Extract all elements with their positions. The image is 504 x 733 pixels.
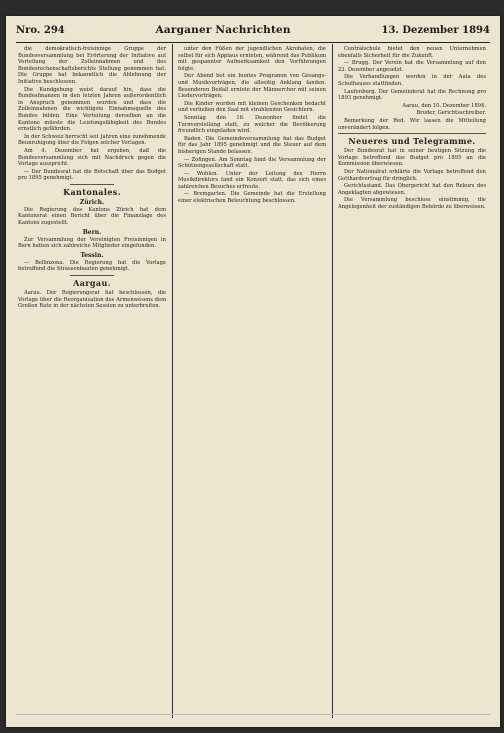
paragraph: Die Versammlung beschloss einstimmig, die Angelegenheit der zuständigen Behörde zu überweisen. — [338, 197, 486, 210]
paragraph: Am 4. Dezember hat ergeben, daß die Bundesversammlung sich mit Nachdruck gegen die Vorlage ausspricht. — [18, 147, 166, 168]
paragraph: — Zofingen. Am Sonntag fand die Versammlung der Schützengesellschaft statt. — [178, 156, 326, 170]
paragraph: Der Nationalrat erklärte die Vorlage betreffend den Gotthardvertrag für dringlich. — [338, 168, 486, 182]
paragraph: Baden. Die Gemeindeversammlung hat das Budget für das Jahr 1895 genehmigt und die Steuer auf dem bisherigen Stande belassen. — [178, 135, 326, 155]
paragraph: Zur Versammlung der Vereinigten Freisinnigen in Bern hatten sich zahlreiche Mitglieder eingefunden. — [18, 236, 166, 250]
newspaper-page — [6, 16, 500, 727]
editor-note: Bemerkung der Red. Wir lassen die Mitteilung unverändert folgen. — [338, 117, 486, 131]
paragraph: — Wohlen. Unter der Leitung des Herrn Musikdirektors fand ein Konzert statt, das sich eines zahlreichen Besuches erfreute. — [178, 170, 326, 190]
paragraph: In der Schweiz herrscht seit Jahren eine zunehmende Beunruhigung über die Folgen solcher Vorlagen. — [18, 133, 166, 147]
paragraph: Die Regierung des Kantons Zürich hat dem Kantonsrat einen Bericht über die Finanzlage des Kantons zugestellt. — [18, 206, 166, 227]
footer-rule — [16, 714, 490, 715]
section-divider — [338, 133, 486, 134]
signature: Bruder, Gerichtsschreiber. — [416, 110, 486, 117]
section-heading: Neueres und Telegramme. — [348, 136, 476, 147]
paragraph: Die Kinder wurden mit kleinen Geschenken bedacht und verließen den Saal mit strahlenden Gesichtern. — [178, 100, 326, 114]
paragraph: die demokratisch-freisinnige Gruppe der Bundesversammlung bei Erörterung der Initiative auf Verteilung der Zolleinnahmen und des Bundesrechenschaftsberichts Stellung genommen hat. Die Gruppe hat bekanntlich die Ablehnung der Initiative beschlossen. — [18, 46, 166, 85]
page-number: Nro. 294 — [16, 25, 65, 36]
column-left — [18, 46, 166, 720]
column-divider — [172, 44, 173, 718]
paragraph: Aarau. Der Regierungsrat hat beschlossen, die Vorlage über die Reorganisation des Armenwesens dem Großen Rate in der nächsten Session zu unterbreiten. — [18, 290, 166, 310]
paragraph: Der Bundesrat hat in seiner heutigen Sitzung die Vorlage betreffend das Budget pro 1895 an die Kommission überwiesen. — [338, 148, 486, 168]
issue-date: 13. Dezember 1894 — [381, 25, 490, 36]
paragraph: Sonntag den 16. Dezember findet die Turnvorstellung statt, zu welcher die Bevölkerung freundlich eingeladen wird. — [178, 114, 326, 135]
subsection-heading: Zürich. — [79, 198, 105, 206]
paragraph: — Bellinzona. Die Regierung hat die Vorlage betreffend die Strassenbauten genehmigt. — [18, 259, 166, 273]
section-divider — [70, 184, 114, 185]
column-right — [338, 46, 486, 720]
dateline: Aarau, den 10. Dezember 1894. — [402, 102, 486, 109]
paragraph: — Bremgarten. Die Gemeinde hat die Erstellung einer elektrischen Beleuchtung beschlossen. — [178, 191, 326, 205]
paragraph: — Brugg. Der Verein hat die Versammlung auf den 22. Dezember angesetzt. — [338, 60, 486, 73]
paragraph: unter den Füßen der jugendlichen Akrobaten, die selbst für sich Applaus ernteten, während das Publikum mit gespannter Aufmerksamkeit den Vorführungen folgte. — [178, 46, 326, 72]
page-header — [16, 24, 490, 40]
header-rule — [16, 42, 490, 43]
paragraph: Die Verhandlungen werden in der Aula des Schulhauses stattfinden. — [338, 74, 486, 87]
paragraph: Laufenburg. Der Gemeinderat hat die Rechnung pro 1893 genehmigt. — [338, 88, 486, 102]
subsection-heading: Tessin. — [80, 251, 104, 259]
paragraph: Die Kundgebung weist darauf hin, dass die Bundesfinanzen in den letzten Jahren außerordentlich in Anspruch genommen wurden und dass die Zolleinnahmen die wichtigste Einnahmequelle des Bundes bilden. Eine Verteilung derselben an die Kantone müsste die Leistungsfähigkeit des Bundes ernstlich gefährden. — [18, 86, 166, 133]
paragraph: Gerichtsstand. Das Obergericht hat den Rekurs des Angeklagten abgewiesen. — [338, 183, 486, 196]
column-middle — [178, 46, 326, 720]
column-divider — [332, 44, 333, 718]
section-divider — [70, 275, 114, 276]
paragraph: Der Abend bot ein buntes Programm von Gesangs- und Musikvorträgen, die allseitig Anklang fanden. Besonderen Beifall erntete der Männerchor mit seinen Liedervorträgen. — [178, 73, 326, 100]
paragraph: Centralschule bietet den neuen Unternehmen ebenfalls Sicherheit für die Zukunft. — [338, 46, 486, 59]
section-heading: Kantonales. — [63, 186, 121, 197]
paragraph: — Der Bundesrat hat die Botschaft über das Budget pro 1895 genehmigt. — [18, 168, 166, 182]
newspaper-title: Aarganer Nachrichten — [155, 24, 291, 36]
section-heading: Aargau. — [73, 278, 111, 289]
subsection-heading: Bern. — [82, 228, 102, 236]
